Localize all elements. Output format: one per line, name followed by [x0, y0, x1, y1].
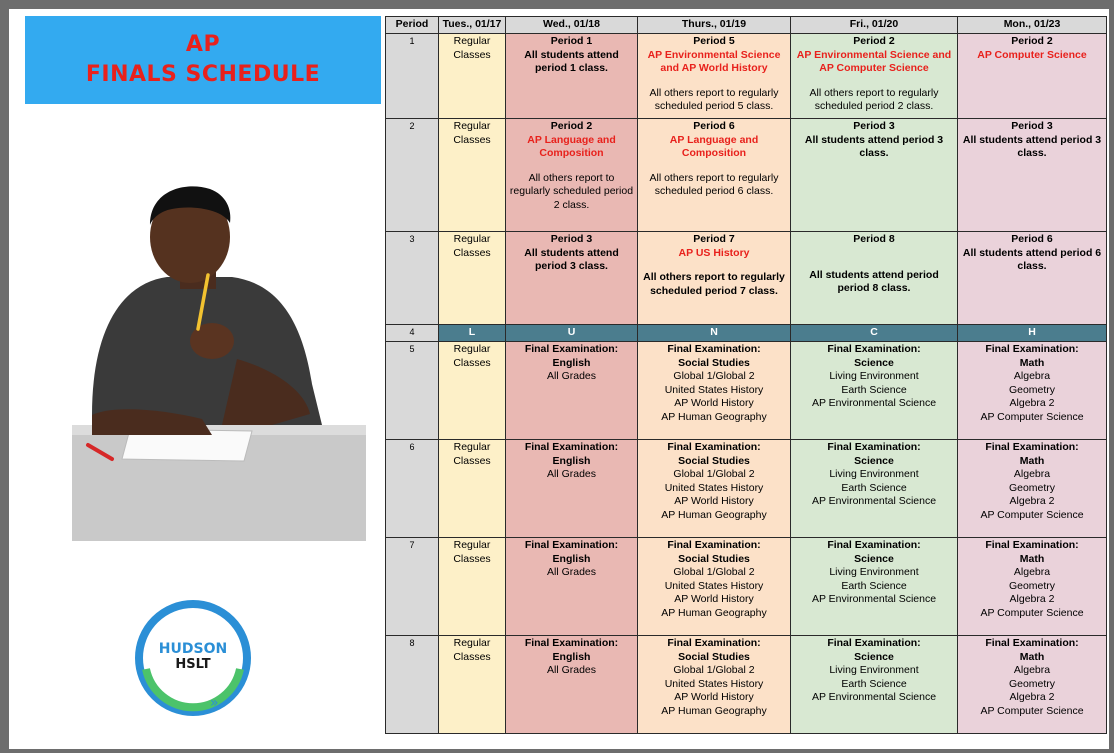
final-line: Living Environment [829, 468, 919, 480]
final-line: Geometry [1008, 481, 1056, 494]
ap-exam: AP Environmental Science and AP Computer Science [796, 48, 952, 74]
friday-cell [791, 636, 958, 734]
monday-cell [958, 440, 1107, 538]
logo-hslt: HSLT [175, 657, 211, 672]
thursday-cell [638, 119, 791, 232]
final-line: United States History [664, 579, 764, 592]
thursday-cell [638, 440, 791, 538]
final-line: AP Computer Science [980, 704, 1084, 717]
final-line: Algebra [1013, 566, 1051, 578]
final-line: AP Human Geography [661, 410, 767, 423]
cell-note: All others report to regularly scheduled period 5 class. [649, 86, 779, 112]
tuesday-cell [439, 636, 506, 734]
wednesday-cell [506, 538, 638, 636]
wednesday-cell [506, 34, 638, 119]
wednesday-cell [506, 342, 638, 440]
final-line: United States History [664, 677, 764, 690]
final-line: AP World History [674, 495, 754, 507]
period-label: Period 5 [693, 35, 735, 47]
final-line: United States History [664, 481, 764, 494]
friday-cell [791, 232, 958, 325]
period-number: 6 [386, 440, 439, 538]
regular-classes: Regular Classes [453, 35, 491, 61]
monday-cell [958, 538, 1107, 636]
friday-cell [791, 342, 958, 440]
cell-note: All students attend period 3 class. [524, 246, 619, 272]
final-subject: Science [854, 552, 894, 565]
regular-classes: Regular Classes [453, 343, 491, 369]
period-number: 7 [386, 538, 439, 636]
period-label: Period 1 [550, 35, 593, 47]
wednesday-cell [506, 440, 638, 538]
friday-cell [791, 440, 958, 538]
final-line: AP World History [674, 397, 754, 409]
period-row-2 [386, 119, 1107, 232]
final-subject: Social Studies [678, 552, 750, 565]
final-heading: Final Examination: [667, 637, 761, 649]
cell-note: All others report to regularly scheduled period 2 class. [809, 86, 939, 112]
period-label: Period 2 [1011, 35, 1053, 47]
final-heading: Final Examination: [667, 343, 761, 355]
final-subject: English [552, 552, 591, 565]
final-heading: Final Examination: [985, 343, 1079, 355]
thursday-cell [638, 232, 791, 325]
monday-cell [958, 34, 1107, 119]
thursday-cell [638, 538, 791, 636]
tuesday-cell [439, 34, 506, 119]
final-heading: Final Examination: [827, 441, 921, 453]
period-label: Period 3 [1011, 120, 1053, 132]
period-number: 8 [386, 636, 439, 734]
friday-cell [791, 34, 958, 119]
title-finals-schedule: FINALS SCHEDULE [85, 62, 321, 87]
cell-note: All students attend period 3 class. [804, 133, 944, 159]
period-row-3 [386, 232, 1107, 325]
cell-note: All others report to regularly scheduled period 2 class. [509, 171, 634, 211]
final-line: Earth Science [841, 579, 907, 592]
period-row-5 [386, 342, 1107, 440]
final-line: All Grades [546, 664, 597, 676]
period-label: Period 6 [1011, 233, 1053, 245]
lunch-letter-n: N [638, 325, 791, 342]
final-subject: Social Studies [678, 454, 750, 467]
cell-note: All students attend period 6 class. [962, 246, 1102, 272]
thursday-cell [638, 342, 791, 440]
student-photo [72, 179, 366, 541]
final-line: Global 1/Global 2 [673, 468, 755, 480]
cell-note: All students attend period 3 class. [962, 133, 1102, 159]
final-line: Geometry [1008, 677, 1056, 690]
final-line: Living Environment [829, 664, 919, 676]
monday-cell [958, 119, 1107, 232]
final-line: All Grades [546, 370, 597, 382]
final-line: AP Environmental Science [811, 593, 937, 605]
title-banner [25, 16, 381, 104]
final-line: AP Human Geography [661, 508, 767, 521]
finals-schedule-table [385, 16, 1107, 734]
final-line: Geometry [1008, 383, 1056, 396]
schedule-page [9, 9, 1109, 749]
period-number: 2 [386, 119, 439, 232]
hudson-hslt-logo [134, 599, 252, 717]
period-label: Period 3 [550, 233, 593, 245]
final-line: AP Computer Science [980, 410, 1084, 423]
lunch-letter-h: H [958, 325, 1107, 342]
friday-cell [791, 119, 958, 232]
friday-cell [791, 538, 958, 636]
final-subject: English [552, 356, 591, 369]
ap-exam: AP Language and Composition [669, 133, 759, 159]
final-line: Earth Science [841, 383, 907, 396]
final-subject: Math [1019, 650, 1045, 663]
final-line: Earth Science [841, 481, 907, 494]
final-subject: Social Studies [678, 650, 750, 663]
final-heading: Final Examination: [524, 539, 619, 551]
final-subject: Math [1019, 552, 1045, 565]
header-friday: Fri., 01/20 [791, 17, 958, 34]
period-label: Period 6 [693, 120, 735, 132]
regular-classes: Regular Classes [453, 637, 491, 663]
period-number: 1 [386, 34, 439, 119]
period-label: Period 2 [550, 120, 593, 132]
final-line: Algebra [1013, 468, 1051, 480]
final-line: Global 1/Global 2 [673, 370, 755, 382]
final-line: AP World History [674, 593, 754, 605]
final-subject: Math [1019, 356, 1045, 369]
final-heading: Final Examination: [827, 343, 921, 355]
title-ap: AP [185, 32, 221, 57]
svg-text:»: » [210, 695, 219, 711]
period-row-1 [386, 34, 1107, 119]
lunch-letter-c: C [791, 325, 958, 342]
header-monday: Mon., 01/23 [958, 17, 1107, 34]
monday-cell [958, 342, 1107, 440]
final-line: Algebra 2 [1009, 691, 1055, 703]
ap-exam: AP Computer Science [977, 48, 1087, 61]
final-line: Algebra 2 [1009, 397, 1055, 409]
period-label: Period 7 [693, 233, 735, 245]
final-line: Algebra 2 [1009, 495, 1055, 507]
tuesday-cell [439, 232, 506, 325]
final-subject: Science [854, 356, 894, 369]
regular-classes: Regular Classes [453, 441, 491, 467]
final-line: Global 1/Global 2 [673, 566, 755, 578]
monday-cell [958, 636, 1107, 734]
final-line: All Grades [546, 566, 597, 578]
final-line: AP Human Geography [661, 704, 767, 717]
cell-note: All students attend period period 8 class. [809, 268, 939, 294]
period-number: 4 [386, 325, 439, 342]
final-heading: Final Examination: [827, 637, 921, 649]
final-line: Earth Science [841, 677, 907, 690]
final-line: AP Environmental Science [811, 691, 937, 703]
header-wednesday: Wed., 01/18 [506, 17, 638, 34]
header-period: Period [386, 17, 439, 34]
final-subject: Science [854, 454, 894, 467]
wednesday-cell [506, 232, 638, 325]
lunch-letter-u: U [506, 325, 638, 342]
regular-classes: Regular Classes [453, 539, 491, 565]
ap-exam: AP Environmental Science and AP World History [647, 48, 781, 74]
cell-note: All others report to regularly scheduled period 7 class. [643, 271, 785, 297]
monday-cell [958, 232, 1107, 325]
final-heading: Final Examination: [524, 441, 619, 453]
cell-note: All students attend period 1 class. [524, 48, 619, 74]
wednesday-cell [506, 636, 638, 734]
final-line: Algebra [1013, 664, 1051, 676]
final-line: AP Environmental Science [811, 397, 937, 409]
header-row [386, 17, 1107, 34]
final-heading: Final Examination: [524, 637, 619, 649]
logo-hudson: HUDSON [158, 641, 228, 657]
tuesday-cell [439, 119, 506, 232]
period-label: Period 8 [853, 233, 895, 245]
final-line: AP World History [674, 691, 754, 703]
lunch-letter-l: L [439, 325, 506, 342]
final-line: AP Computer Science [980, 606, 1084, 619]
final-line: AP Human Geography [661, 606, 767, 619]
ap-exam: AP US History [678, 246, 750, 259]
tuesday-cell [439, 342, 506, 440]
wednesday-cell [506, 119, 638, 232]
thursday-cell [638, 34, 791, 119]
final-subject: Science [854, 650, 894, 663]
final-heading: Final Examination: [985, 637, 1079, 649]
final-heading: Final Examination: [524, 343, 619, 355]
final-line: United States History [664, 383, 764, 396]
final-subject: English [552, 650, 591, 663]
final-subject: Math [1019, 454, 1045, 467]
period-row-6 [386, 440, 1107, 538]
period-label: Period 3 [853, 120, 895, 132]
thursday-cell [638, 636, 791, 734]
final-heading: Final Examination: [667, 539, 761, 551]
regular-classes: Regular Classes [453, 120, 491, 146]
period-number: 3 [386, 232, 439, 325]
final-line: Geometry [1008, 579, 1056, 592]
final-subject: English [552, 454, 591, 467]
period-row-8 [386, 636, 1107, 734]
final-heading: Final Examination: [667, 441, 761, 453]
final-heading: Final Examination: [827, 539, 921, 551]
final-heading: Final Examination: [985, 539, 1079, 551]
period-label: Period 2 [853, 35, 895, 47]
header-tuesday: Tues., 01/17 [439, 17, 506, 34]
final-line: AP Computer Science [980, 508, 1084, 521]
final-line: Living Environment [829, 566, 919, 578]
header-thursday: Thurs., 01/19 [638, 17, 791, 34]
tuesday-cell [439, 440, 506, 538]
final-subject: Social Studies [678, 356, 750, 369]
final-heading: Final Examination: [985, 441, 1079, 453]
final-line: Algebra [1013, 370, 1051, 382]
cell-note: All others report to regularly scheduled period 6 class. [649, 171, 779, 197]
lunch-row [386, 325, 1107, 342]
ap-exam: AP Language and Composition [527, 133, 616, 159]
tuesday-cell [439, 538, 506, 636]
final-line: AP Environmental Science [811, 495, 937, 507]
final-line: Algebra 2 [1009, 593, 1055, 605]
regular-classes: Regular Classes [453, 233, 491, 259]
period-number: 5 [386, 342, 439, 440]
final-line: Living Environment [829, 370, 919, 382]
final-line: Global 1/Global 2 [673, 664, 755, 676]
period-row-7 [386, 538, 1107, 636]
final-line: All Grades [546, 468, 597, 480]
